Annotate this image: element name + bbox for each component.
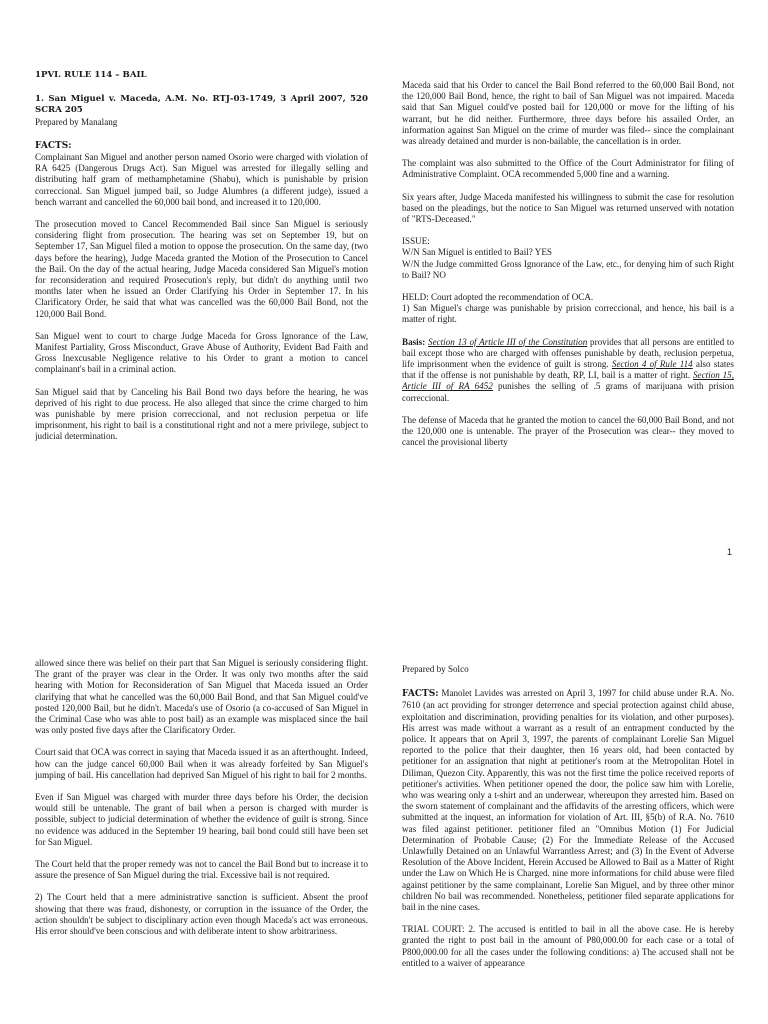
citation: Section 15, Article III of RA 6452 [402,370,734,392]
page1-right-column [402,80,734,514]
basis-paragraph [402,337,734,404]
paragraph: allowed since there was belief on their part that San Miguel is seriously considering flight. The grant of the prayer was clear in the Order. It was only two months after the said hearing with Motion for Reconsideration of San Miguel that Maceda issued an Order clarifying that what he cancelled was the 60,000 Bail Bond, and that San Miguel could've posted 120,000 Bail, but he didn't. Maceda's use of Osorio (a co-accused of San Miguel in the Criminal Case who was able to post bail) as an example was misplaced since the bail was only posted five days after the Clarificatory Order. [35,658,368,736]
paragraph: 2) The Court held that a mere administrative sanction is sufficient. Absent the proof showing that there was fraud, dishonesty, or corruption in the issuance of the Order, the action shouldn't be subject to disciplinary action even though Maceda's act was erroneous. His error should've been conscious and with deliberate intent to show arbitrariness. [35,892,368,937]
text-run: punishes the selling of .5 grams of marijuana with prision correccional. [402,381,734,403]
page2-right-column [402,664,734,1024]
case-title: 1. San Miguel v. Maceda, A.M. No. RTJ-03-1749, 3 April 2007, 520 SCRA 205 [35,94,368,116]
paragraph: 1) San Miguel's charge was punishable by prision correccional, and hence, his bail is a matter of right. [402,303,734,325]
paragraph: The defense of Maceda that he granted the motion to cancel the 60,000 Bail Bond, and not the 120,000 one is untenable. The prayer of the Prosecution was clear-- they moved to cancel the provisional liberty [402,414,734,448]
page1-left-column [35,70,368,540]
paragraph: TRIAL COURT: 2. The accused is entitled to bail in all the above case. He is hereby granted the right to post bail in the amount of P80,000.00 for each case or a total of P800,000.00 for all the cases under the following conditions: a) The accused shall not be entitled to a waiver of appearance [402,924,734,968]
facts-label: FACTS: [402,689,439,700]
citation: Section 4 of Rule 114 [611,359,693,370]
basis-label: Basis: [402,336,426,347]
citation: Section 13 of Article III of the Constitution [428,336,588,347]
page2-left-column [35,658,368,1024]
paragraph: The prosecution moved to Cancel Recommended Bail since San Miguel is seriously considering flight from prosecution. The hearing was set on September 19, but on September 17, San Miguel filed a motion to oppose the prosecution. On the same day, (two days before the hearing), Judge Maceda granted the Motion of the Prosecution to Cancel the Bail. On the day of the actual hearing, Judge Maceda considered San Miguel's motion for reconsideration and required Prosecution's reply, but didn't do anything until two months later when he issued an Order Clarifying his Order in September 17. In his Clarificatory Order, he said that what was cancelled was the 60,000 Bail Bond, not the 120,000 Bail Bond. [35,219,368,319]
issue-item: W/N San Miguel is entitled to Bail? YES [402,247,552,258]
paragraph: San Miguel said that by Canceling his Bail Bond two days before the hearing, he was deprived of his right to due process. He also alleged that since the crime charged to him was punishable by mere prision correccional, and not reclusion perpetua or life imprisonment, his right to bail is a constitutional right and not a mere privilege, subject to judicial determination. [35,386,368,442]
facts-label: FACTS: [35,140,72,151]
paragraph: Maceda said that his Order to cancel the Bail Bond referred to the 60,000 Bail Bond, not the 120,000 Bail Bond, hence, the right to bail of San Miguel was not impaired. Maceda said that San Miguel could've posted bail for 120,000 or move for the lifting of his warrant, but he did neither. Furthermore, three days before his assailed Order, an information against San Miguel on the crime of murder was filed-- since the complainant was already detained and murder is non-bailable, the cancellation is in order. [402,80,734,147]
facts-paragraph [402,688,734,913]
paragraph: Complainant San Miguel and another person named Osorio were charged with violation of RA 6425 (Dangerous Drugs Act). San Miguel was arrested for illegally selling and distributing half gram of methamphetamine (Shabu), which is punishable by prision correccional. San Miguel jumped bail, so Judge Alumbres (a different judge), issued a bench warrant and cancelled the 60,000 bail bond, and increased it to 120,000. [35,152,368,207]
paragraph: Six years after, Judge Maceda manifested his willingness to submit the case for resolution based on the pleadings, but the notice to San Miguel was returned unserved with notation of "RTS-Deceased." [402,191,734,225]
text-run: also states that if the offense is not punishable by death, RP, LI, bail is a matter of right. [402,359,734,381]
held-label: HELD: Court adopted the recommendation of OCA. [402,292,594,303]
paragraph: San Miguel went to court to charge Judge Maceda for Gross Ignorance of the Law, Manifest Partiality, Gross Misconduct, Grave Abuse of Authority, Evident Bad Faith and Gross Inexcusable Negligence relative to his Order to grant a motion to cancel complainant's bail in a criminal action. [35,330,368,375]
paragraph: Even if San Miguel was charged with murder three days before his Order, the decision would still be untenable. The grant of bail when a person is charged with murder is possible, subject to judicial determination of whether the evidence of guilt is strong. Since no evidence was adduced in the September 19 hearing, bail bond could still have been set for San Miguel. [35,792,368,847]
text-run: Manolet Lavides was arrested on April 3, 1997 for child abuse under R.A. No. 7610 (an act providing for stronger deterrence and special protection against child abuse, exploitation and discrimination, providing penalties for its violation, and other purposes). His arrest was made without a warrant as a result of an entrapment conducted by the police. It appears that on April 3, 1997, the parents of complainant Lorelie San Miguel reported to the police that their daughter, then 16 years old, had been contacted by petitioner for an assignation that night at petitioner's room at the Metropolitan Hotel in Diliman, Quezon City. Apparently, this was not the first time the police received reports of petitioner's activities. When petitioner opened the door, the police saw him with Lorelie, who was wearing only a t-shirt and an underwear, whereupon they arrested him. Based on the sworn statement of complainant and the affidavits of the arresting officers, which were submitted at the inquest, an information for violation of Art. III, §5(b) of R.A. No. 7610 was filed against petitioner. petitioner filed an "Omnibus Motion (1) For Judicial Determination of Probable Cause; (2) For the Immediate Release of the Accused Unlawfully Detained on an Unlawful Warrantless Arrest; and (3) In the Event of Adverse Resolution of the Above Incident, Herein Accused be Allowed to Bail as a Matter of Right under the Law on Which He is Charged. nine more informations for child abuse were filed against petitioner by the same complainant, Lorelie San Miguel, and by three other minor children No bail was recommended. Nonetheless, petitioner filed separate applications for bail in the nine cases. [402,688,734,913]
prepared-by: Prepared by Manalang [35,116,118,127]
prepared-by: Prepared by Solco [402,664,469,674]
paragraph: The Court held that the proper remedy was not to cancel the Bail Bond but to increase it to assure the presence of San Miguel during the trial. Excessive bail is not required. [35,859,368,881]
text-run: provides that all persons are entitled to bail except those who are charged with offenses punishable by death, reclusion perpetua, life imprisonment when the evidence of guilt is strong. [402,336,734,370]
paragraph: The complaint was also submitted to the Office of the Court Administrator for filing of Administrative Complaint. OCA recommended 5,000 fine and a warning. [402,158,734,180]
section-title: 1PVI. RULE 114 – BAIL [35,70,147,80]
paragraph: Court said that OCA was correct in saying that Maceda issued it as an afterthought. Indeed, how can the judge cancel 60,000 Bail when it was already forfeited by San Miguel's jumping of bail. His cancellation had deprived San Miguel of his right to bail for 2 months. [35,747,368,780]
issue-label: ISSUE: [402,236,430,247]
document-page-2 [0,596,768,1024]
page-number: 1 [727,547,733,557]
issue-item: W/N the Judge committed Gross Ignorance of the Law, etc., for denying him of such Right to Bail? NO [402,258,734,280]
